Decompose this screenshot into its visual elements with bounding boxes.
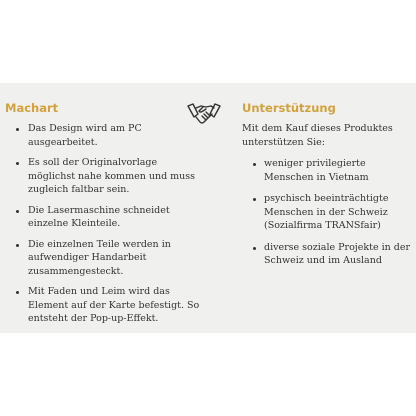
list-item-text: Das Design wird am PC ausgearbeitet. <box>28 123 142 148</box>
list-item <box>5 122 205 149</box>
bullet-icon <box>16 210 19 213</box>
handshake-icon <box>187 100 221 126</box>
bullet-icon <box>16 162 19 165</box>
list-item-text: Die einzelnen Teile werden in aufwendiger Handarbeit zusammengesteckt. <box>28 238 171 277</box>
unterstuetzung-list <box>242 157 414 268</box>
list-item <box>242 192 414 233</box>
list-item <box>5 285 205 326</box>
unterstuetzung-intro: Mit dem Kauf dieses Produktes unterstützen Sie: <box>242 123 393 148</box>
list-item <box>5 238 205 279</box>
machart-heading: Machart <box>5 101 59 115</box>
list-item <box>5 204 205 231</box>
list-item-text: Es soll der Originalvorlage möglichst nahe kommen und muss zugleich faltbar sein. <box>28 157 196 195</box>
bullet-icon <box>16 128 19 131</box>
list-item-text: diverse soziale Projekte in der Schweiz und im Ausland <box>264 241 411 266</box>
list-item <box>242 241 414 268</box>
bullet-icon <box>16 244 19 247</box>
bullet-icon <box>16 291 19 294</box>
bullet-icon <box>253 247 256 250</box>
list-item-text: weniger privilegierte Menschen in Vietnam <box>264 158 369 183</box>
unterstuetzung-section <box>242 101 414 276</box>
list-item-text: psychisch beeinträchtigte Menschen in der Schweiz (Sozialfirma TRANSfair) <box>264 193 389 231</box>
list-item <box>5 156 205 197</box>
unterstuetzung-heading: Unterstützung <box>242 101 336 115</box>
list-item-text: Mit Faden und Leim wird das Element auf der Karte befestigt. So entsteht der Pop-up-Effekt. <box>28 286 200 324</box>
info-band <box>0 83 416 333</box>
bullet-icon <box>253 198 256 201</box>
bullet-icon <box>253 163 256 166</box>
list-item-text: Die Lasermaschine schneidet einzelne Kleinteile. <box>28 204 170 229</box>
list-item <box>242 157 414 184</box>
machart-section <box>5 101 205 333</box>
machart-list <box>5 122 205 326</box>
